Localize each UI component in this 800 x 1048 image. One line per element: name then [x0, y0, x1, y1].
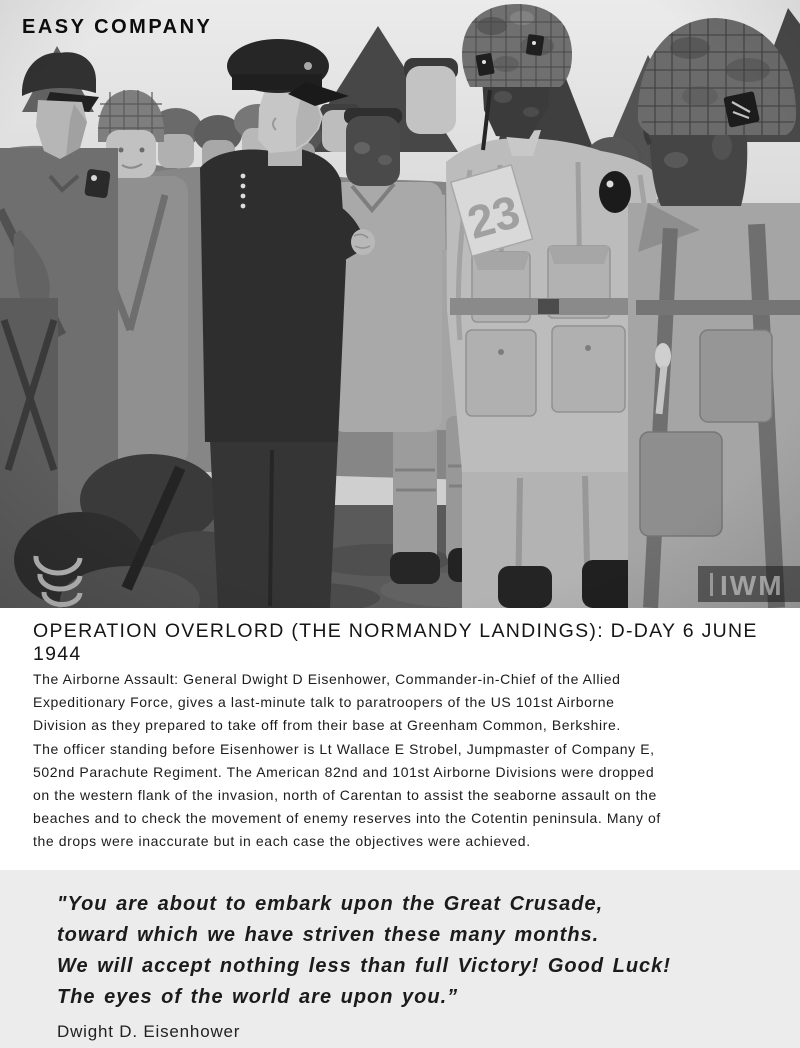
- watermark: [698, 566, 800, 602]
- article-body: [33, 668, 788, 854]
- body-line: 502nd Parachute Regiment. The American 82nd and 101st Airborne Divisions were dropped: [33, 763, 655, 780]
- quote-block: [0, 870, 800, 1048]
- headline: OPERATION OVERLORD (THE NORMANDY LANDINGS): D-DAY 6 JUNE 1944: [33, 620, 758, 665]
- body-line: Division as they prepared to take off from their base at Greenham Common, Berkshire.: [33, 717, 621, 734]
- body-line: beaches and to check the movement of enemy reserves into the Cotentin peninsula. Many of: [33, 810, 661, 827]
- watermark-text: IWM: [720, 570, 784, 601]
- photo-overlay-title: EASY COMPANY: [22, 16, 213, 38]
- body-line: Expeditionary Force, gives a last-minute talk to paratroopers of the US 101st Airborne: [33, 694, 615, 711]
- quote-line: toward which we have striven these many months.: [57, 924, 600, 946]
- body-line: The officer standing before Eisenhower is Lt Wallace E Strobel, Jumpmaster of Company E,: [33, 740, 655, 757]
- body-line: on the western flank of the invasion, north of Carentan to assist the seaborne assault on the: [33, 787, 657, 804]
- body-line: The Airborne Assault: General Dwight D Eisenhower, Commander-in-Chief of the Allied: [33, 671, 621, 687]
- quote-line: The eyes of the world are upon you.”: [57, 986, 459, 1008]
- quote-line: We will accept nothing less than full Victory! Good Luck!: [57, 955, 671, 977]
- body-line: the drops were inaccurate but in each case the objectives were achieved.: [33, 833, 531, 850]
- quote-attribution: Dwight D. Eisenhower: [57, 1022, 241, 1041]
- quote-line: "You are about to embark upon the Great Crusade,: [57, 893, 604, 915]
